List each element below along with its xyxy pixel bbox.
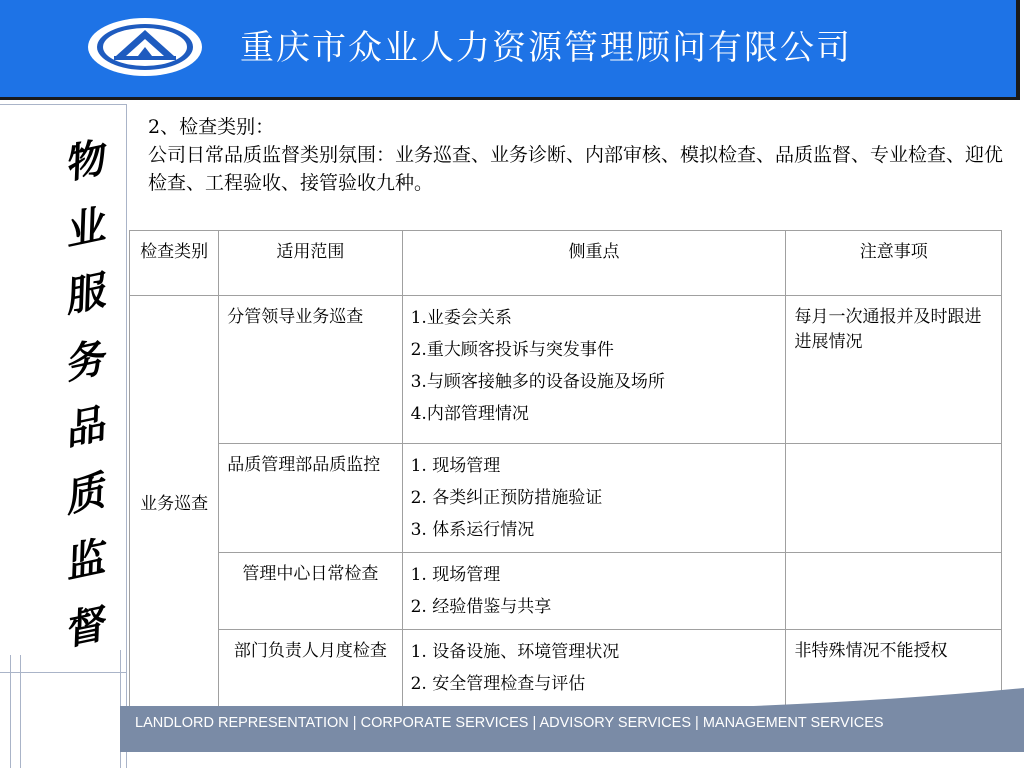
inspection-table: [129, 230, 1002, 707]
focus-item: 2. 各类纠正预防措施验证: [410, 488, 603, 508]
notes-cell: [786, 444, 1002, 553]
focus-item: 2.重大顾客投诉与突发事件: [410, 340, 614, 360]
section-heading: 2、检查类别：: [148, 116, 275, 138]
vertical-title-char: 服: [59, 267, 109, 322]
notes-cell: 非特殊情况不能授权: [786, 630, 1002, 707]
focus-item: 2. 安全管理检查与评估: [410, 674, 586, 694]
vertical-title-char: 质: [59, 467, 109, 522]
focus-cell: [402, 444, 786, 553]
vertical-title-char: 品: [59, 400, 109, 455]
focus-item: 3. 体系运行情况: [410, 520, 535, 540]
footer-swoop-decoration: [700, 688, 1024, 708]
focus-item: 1. 现场管理: [410, 565, 501, 585]
focus-item: 3.与顾客接触多的设备设施及场所: [410, 372, 665, 392]
vertical-title-char: 督: [59, 600, 109, 655]
decor-line: [0, 104, 126, 105]
intro-text: [148, 113, 1018, 197]
table-row: [130, 296, 1002, 444]
vertical-title-char: 监: [59, 533, 109, 589]
scope-cell: 部门负责人月度检查: [219, 630, 402, 707]
vertical-title-char: 业: [59, 200, 109, 256]
table-row: [130, 553, 1002, 630]
focus-item: 4.内部管理情况: [410, 404, 529, 424]
scope-cell: 管理中心日常检查: [219, 553, 402, 630]
focus-item: 2. 经验借鉴与共享: [410, 597, 552, 617]
focus-item: 1. 设备设施、环境管理状况: [410, 642, 620, 662]
header: [0, 0, 1024, 104]
focus-item: 1.业委会关系: [410, 308, 512, 328]
footer: [0, 688, 1024, 768]
category-cell: [130, 296, 219, 707]
table-row: [130, 444, 1002, 553]
section-body: 公司日常品质监督类别氛围：业务巡查、业务诊断、内部审核、模拟检查、品质监督、专业检查、迎优检查、工程验收、接管验收九种。: [148, 144, 1004, 194]
table-header-cell: 注意事项: [786, 231, 1002, 296]
decor-line: [126, 104, 127, 768]
table-header-cell: 侧重点: [402, 231, 786, 296]
decor-line: [0, 672, 126, 673]
company-logo-icon: [86, 16, 204, 78]
table-header-row: [130, 231, 1002, 296]
focus-cell: [402, 296, 786, 444]
notes-cell: 每月一次通报并及时跟进进展情况: [786, 296, 1002, 444]
category-label: 业务巡查: [140, 493, 209, 514]
focus-cell: [402, 553, 786, 630]
notes-cell: [786, 553, 1002, 630]
scope-cell: 品质管理部品质监控: [219, 444, 402, 553]
company-name: 重庆市众业人力资源管理顾问有限公司: [240, 28, 852, 68]
table-header-cell: 适用范围: [219, 231, 402, 296]
header-bar: [0, 0, 1020, 100]
focus-item: 1. 现场管理: [410, 456, 501, 476]
table-header-cell: 检查类别: [130, 231, 219, 296]
vertical-title-char: 务: [59, 334, 109, 389]
vertical-title: [54, 134, 114, 655]
vertical-title-char: 物: [59, 134, 109, 189]
footer-services-text: LANDLORD REPRESENTATION | CORPORATE SERVICES | ADVISORY SERVICES | MANAGEMENT SERVICES: [135, 715, 884, 731]
scope-cell: 分管领导业务巡查: [219, 296, 402, 444]
